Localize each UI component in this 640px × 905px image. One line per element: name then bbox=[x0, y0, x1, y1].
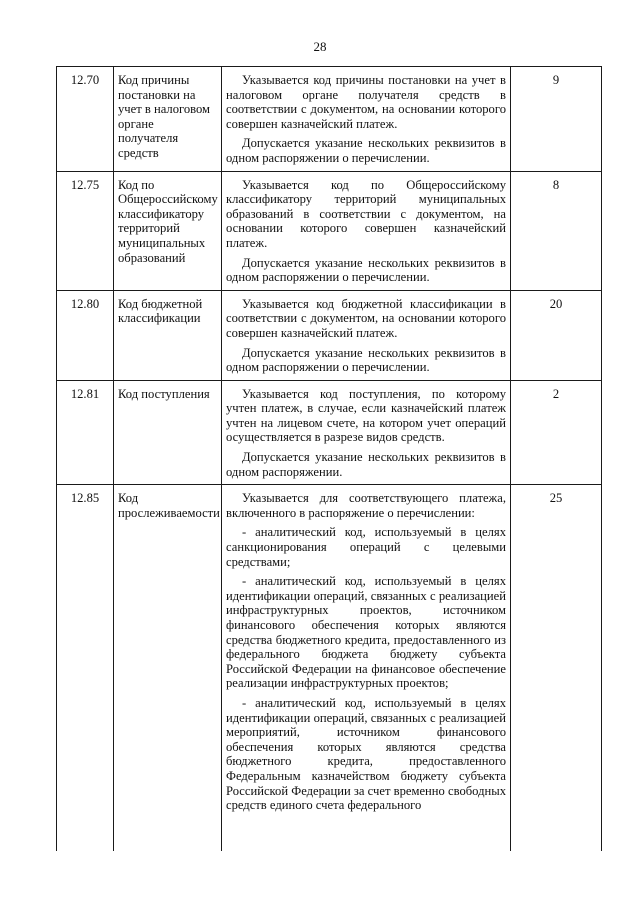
row-number: 12.70 bbox=[57, 67, 114, 172]
table-row bbox=[57, 485, 602, 852]
table-row bbox=[57, 290, 602, 380]
description-paragraph: Допускается указание нескольких реквизитов в одном распоряжении о перечислении. bbox=[226, 136, 506, 165]
field-length: 9 bbox=[511, 67, 602, 172]
requisite-name: Код бюджетной классификации bbox=[114, 290, 222, 380]
description-paragraph: Указывается для соответствующего платежа, включенного в распоряжение о перечислении: bbox=[226, 491, 506, 520]
requisite-description bbox=[222, 290, 511, 380]
description-paragraph: - аналитический код, используемый в целях идентификации операций, связанных с реализацией мероприятий, источником финансового обеспечения которых являются средства бюджетного кредита, предоставленного Федеральным казначейством бюджету субъекта Российской Федерации за счет временно свободных средств единого счета федерального bbox=[226, 695, 506, 813]
requisite-description bbox=[222, 67, 511, 172]
table-row bbox=[57, 380, 602, 485]
description-paragraph: Допускается указание нескольких реквизитов в одном распоряжении о перечислении. bbox=[226, 255, 506, 285]
table-row bbox=[57, 171, 602, 290]
requisite-description bbox=[222, 171, 511, 290]
requisite-description bbox=[222, 380, 511, 485]
table-row bbox=[57, 67, 602, 172]
description-paragraph: - аналитический код, используемый в целях идентификации операций, связанных с реализацией инфраструктурных проектов, источником финансового обеспечения которых являются средства бюджетного кредита, предоставленного из федерального бюджета бюджету субъекта Российской Федерации на финансовое обеспечение реализации инфраструктурных проектов; bbox=[226, 574, 506, 691]
requisite-name: Код поступления bbox=[114, 380, 222, 485]
requisite-name: Код прослеживаемости bbox=[114, 485, 222, 852]
requisites-table bbox=[56, 66, 602, 851]
row-number: 12.81 bbox=[57, 380, 114, 485]
field-length: 25 bbox=[511, 485, 602, 852]
row-number: 12.75 bbox=[57, 171, 114, 290]
field-length: 8 bbox=[511, 171, 602, 290]
field-length: 20 bbox=[511, 290, 602, 380]
description-paragraph: Указывается код поступления, по которому учтен платеж, в случае, если казначейский платеж учтен на лицевом счете, на котором учет операций осуществляется в разрезе видов средств. bbox=[226, 386, 506, 445]
requisite-name: Код причины постановки на учет в налоговом органе получателя средств bbox=[114, 67, 222, 172]
description-paragraph: Указывается код причины постановки на учет в налоговом органе получателя средств в соответствии с документом, на основании которого совершен казначейский платеж. bbox=[226, 73, 506, 131]
requisite-description bbox=[222, 485, 511, 852]
page-number: 28 bbox=[313, 39, 327, 54]
description-paragraph: Допускается указание нескольких реквизитов в одном распоряжении о перечислении. bbox=[226, 345, 506, 375]
description-paragraph: Указывается код по Общероссийскому классификатору территорий муниципальных образований в соответствии с документом, на основании которого совершен казначейский платеж. bbox=[226, 177, 506, 250]
description-paragraph: Допускается указание нескольких реквизитов в одном распоряжении. bbox=[226, 450, 506, 479]
requisite-name: Код по Общероссийскому классификатору территорий муниципальных образований bbox=[114, 171, 222, 290]
row-number: 12.85 bbox=[57, 485, 114, 852]
field-length: 2 bbox=[511, 380, 602, 485]
description-paragraph: - аналитический код, используемый в целях санкционирования операций с целевыми средствами; bbox=[226, 525, 506, 569]
description-paragraph: Указывается код бюджетной классификации в соответствии с документом, на основании которого совершен казначейский платеж. bbox=[226, 296, 506, 340]
row-number: 12.80 bbox=[57, 290, 114, 380]
